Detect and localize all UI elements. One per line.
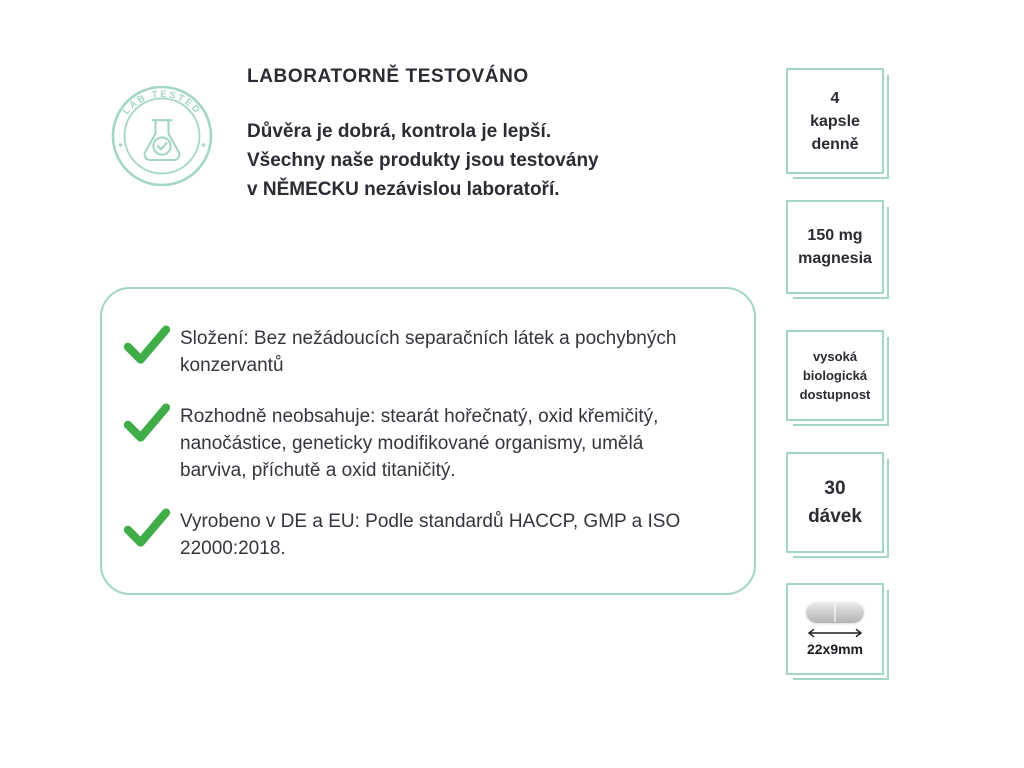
info-box-line: denně [811, 135, 859, 153]
badge-outer-ring [113, 87, 211, 185]
feature-item-composition [114, 325, 724, 379]
info-box-line: dostupnost [799, 387, 871, 402]
feature-text: Složení: Bez nežádoucích separačních látek a pochybných konzervantů [180, 328, 677, 376]
feature-text: Vyrobeno v DE a EU: Podle standardů HACCP, GMP a ISO 22000:2018. [180, 511, 681, 559]
feature-item-free-from [114, 403, 724, 484]
info-box-line: 30 [824, 477, 846, 499]
badge-inner-ring [125, 99, 200, 174]
lab-flask-check-icon [145, 120, 180, 160]
lab-tested-label: LAB TESTED [120, 88, 204, 117]
feature-text: Rozhodně neobsahuje: stearát hořečnatý, oxid křemičitý, nanočástice, geneticky modifikované organismy, umělá barviva, příchutě a oxid titaničitý. [180, 406, 659, 481]
info-box-line: kapsle [810, 112, 860, 130]
checkmark-icon [114, 325, 180, 365]
intro-line-2: Všechny naše produkty jsou testovány [247, 150, 599, 171]
info-box-line: 150 mg [807, 227, 863, 244]
info-box-bioavailability [786, 330, 884, 421]
capsule-size-label: 22x9mm [806, 641, 864, 657]
checkmark-icon [114, 508, 180, 548]
info-box-line: dávek [808, 505, 862, 527]
badge-left-dot [119, 143, 122, 146]
info-box-line: vysoká [812, 349, 858, 364]
info-box-line: 4 [830, 89, 840, 107]
capsule-icon [806, 601, 864, 623]
intro-line-1: Důvěra je dobrá, kontrola je lepší. [247, 121, 552, 142]
checkmark-icon [114, 403, 180, 443]
info-box-line: biologická [802, 368, 868, 383]
badge-right-dot [202, 143, 205, 146]
info-box-capsule-size [786, 583, 884, 675]
info-box-servings [786, 452, 884, 553]
info-box-daily-dose [786, 68, 884, 174]
info-box-line: magnesia [798, 250, 872, 267]
double-arrow-icon [806, 628, 864, 638]
feature-item-made-in [114, 508, 724, 562]
info-box-magnesium [786, 200, 884, 294]
intro-line-3: v NĚMECKU nezávislou laboratoří. [247, 179, 560, 200]
page-title: LABORATORNĚ TESTOVÁNO [247, 66, 529, 87]
intro-text [247, 117, 599, 204]
lab-tested-badge [110, 84, 214, 188]
features-box [100, 287, 756, 595]
